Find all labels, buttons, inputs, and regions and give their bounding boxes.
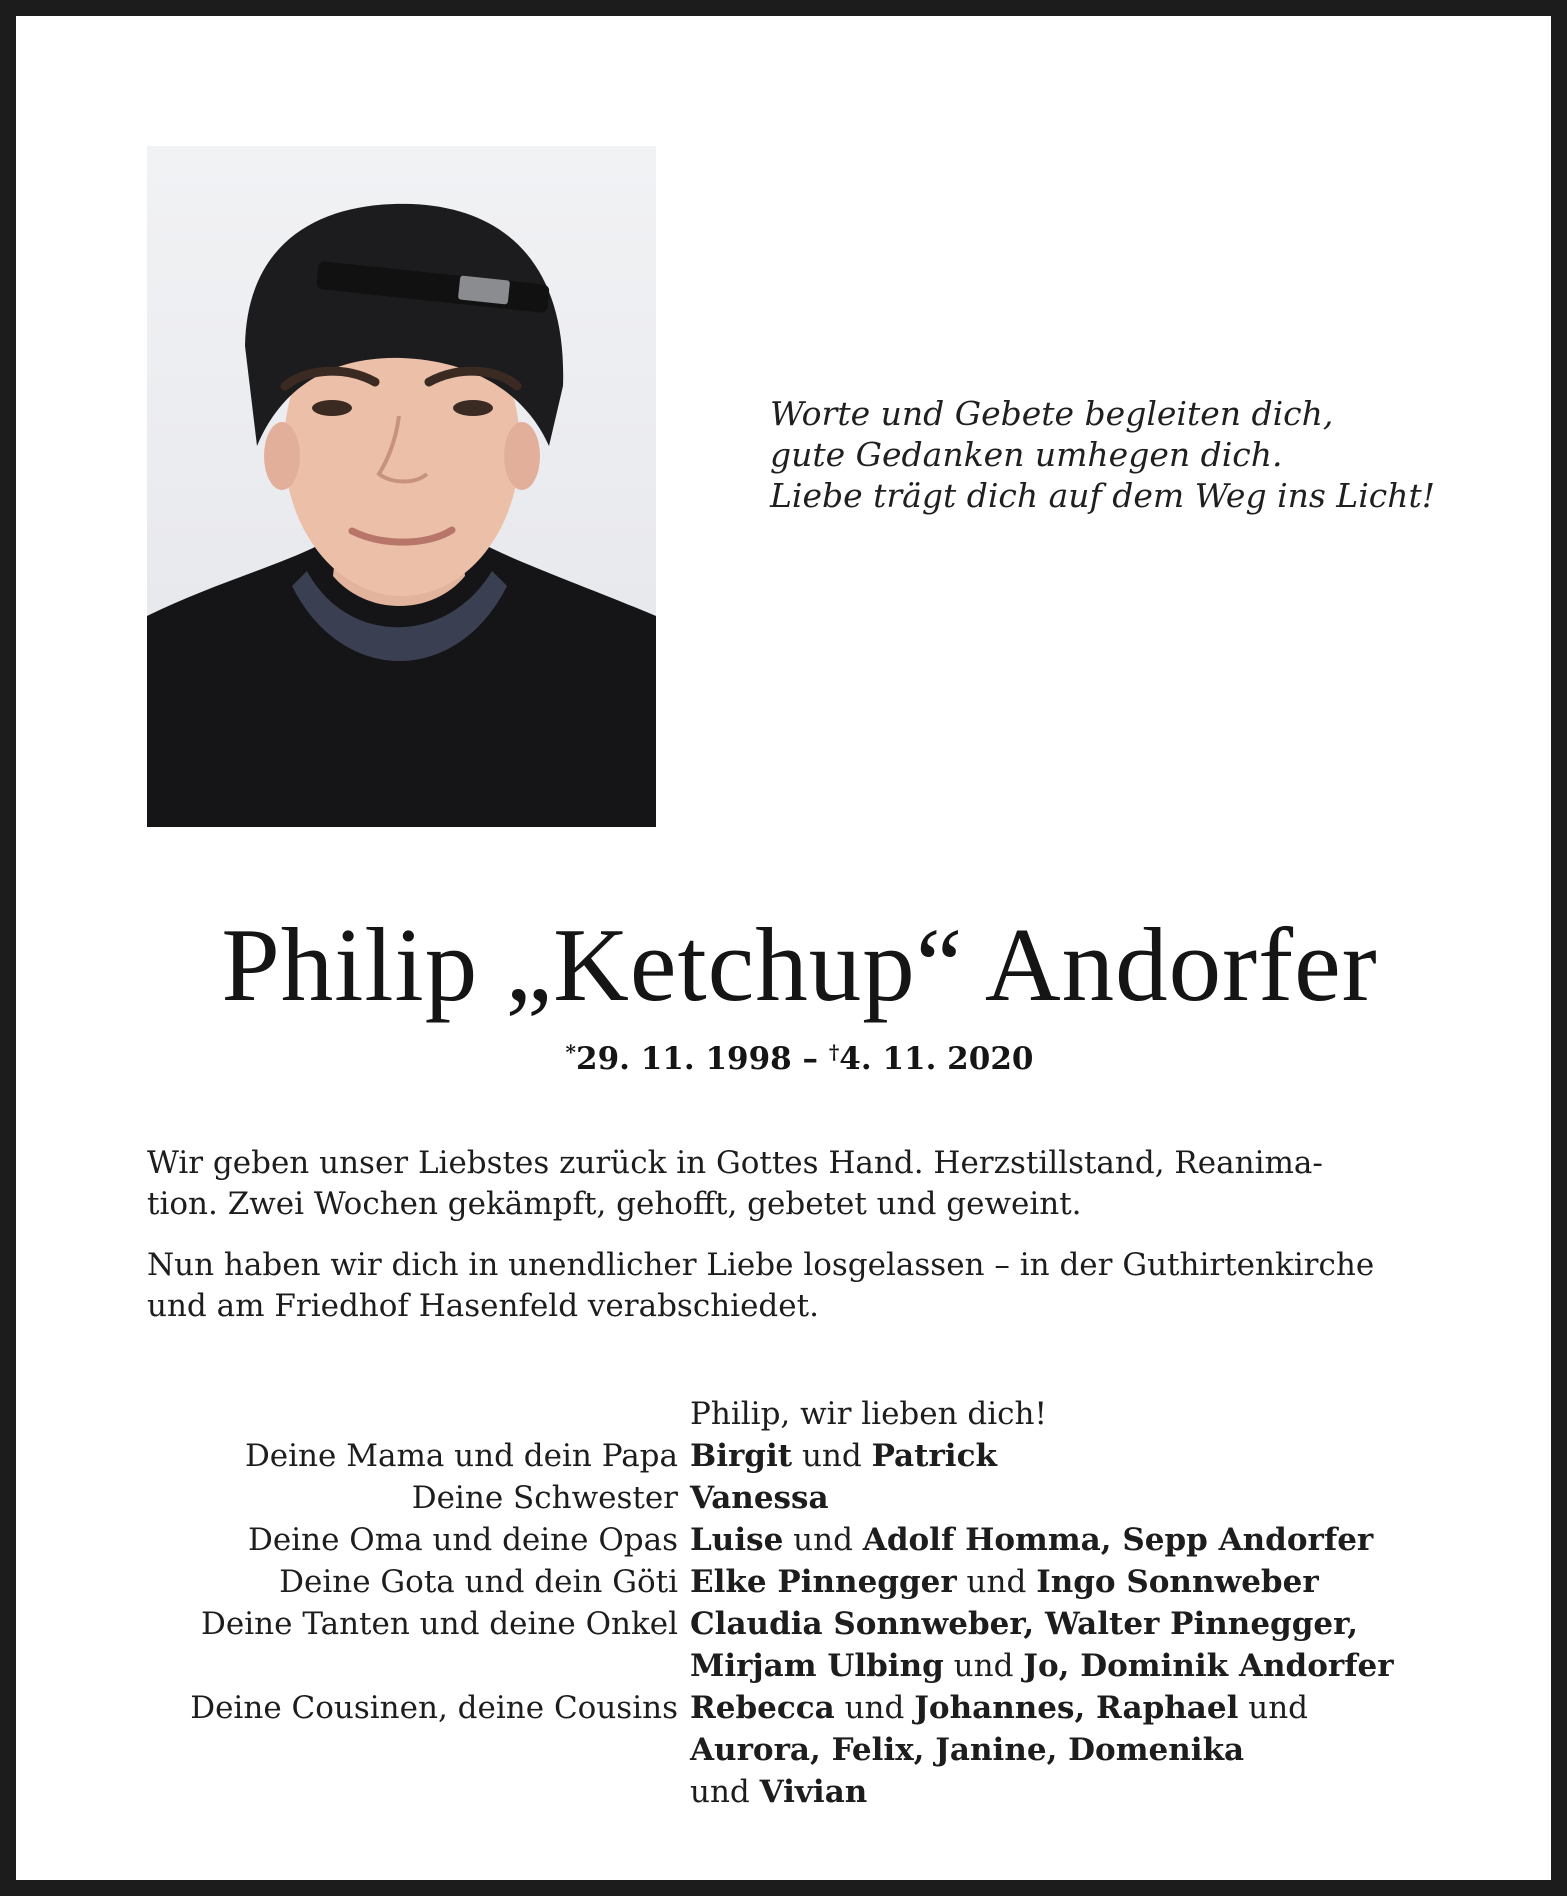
- verse-line: gute Gedanken umhegen dich.: [770, 435, 1283, 474]
- member-name: Ingo Sonnweber: [1036, 1564, 1319, 1600]
- member-name: Vanessa: [690, 1480, 829, 1516]
- family-row: [16, 1687, 1567, 1729]
- family-row: [16, 1435, 1567, 1477]
- family-members: [690, 1477, 829, 1519]
- member-name: Aurora, Felix, Janine, Domenika: [690, 1732, 1245, 1768]
- paragraph-line: Nun haben wir dich in unendlicher Liebe losgelassen – in der Guthirtenkirche: [147, 1247, 1375, 1283]
- family-relation: Deine Tanten und deine Onkel: [201, 1606, 678, 1642]
- family-intro: Philip, wir lieben dich!: [690, 1396, 1047, 1432]
- family-members: [690, 1561, 1319, 1603]
- family-relation: Deine Oma und deine Opas: [248, 1522, 678, 1558]
- family-row: [16, 1519, 1567, 1561]
- family-row: [16, 1729, 1567, 1771]
- family-members: [690, 1519, 1373, 1561]
- family-members: [690, 1645, 1394, 1687]
- family-list: [16, 1393, 1567, 1813]
- member-name: Patrick: [871, 1438, 997, 1474]
- member-name: Mirjam Ulbing: [690, 1648, 944, 1684]
- family-row: [16, 1603, 1567, 1645]
- connector-text: und: [943, 1648, 1024, 1684]
- family-members: [690, 1603, 1358, 1645]
- birth-symbol: *: [565, 1040, 576, 1064]
- member-name: Johannes, Raphael: [914, 1690, 1239, 1726]
- family-members: [690, 1687, 1308, 1729]
- connector-text: und: [690, 1774, 760, 1810]
- member-name: Vivian: [759, 1774, 868, 1810]
- family-rows: [16, 1435, 1567, 1813]
- verse-line: Liebe trägt dich auf dem Weg ins Licht!: [770, 476, 1436, 515]
- paragraph-line: und am Friedhof Hasenfeld verabschiedet.: [147, 1288, 819, 1324]
- family-intro-row: [16, 1393, 1567, 1435]
- family-relation: Deine Schwester: [411, 1480, 678, 1516]
- death-symbol: †: [828, 1040, 840, 1064]
- member-name: Elke Pinnegger: [690, 1564, 957, 1600]
- member-name: Jo, Dominik Andorfer: [1023, 1648, 1394, 1684]
- portrait-illustration: [147, 146, 656, 827]
- deceased-name: Philip „Ketchup“ Andorfer: [221, 906, 1378, 1023]
- member-name: Claudia Sonnweber, Walter Pinnegger,: [690, 1606, 1358, 1642]
- portrait-photo: [147, 146, 656, 827]
- life-dates: [16, 1032, 1567, 1079]
- family-relation: Deine Mama und dein Papa: [244, 1438, 678, 1474]
- connector-text: und: [783, 1522, 863, 1558]
- birth-date: 29. 11. 1998: [576, 1041, 792, 1077]
- verse-line: Worte und Gebete begleiten dich,: [770, 394, 1334, 433]
- date-separator: –: [791, 1041, 829, 1077]
- verse: [770, 393, 1510, 516]
- paragraph-line: tion. Zwei Wochen gekämpft, gehofft, gebetet und geweint.: [147, 1186, 1082, 1222]
- connector-text: und: [792, 1438, 872, 1474]
- family-members: [690, 1435, 997, 1477]
- member-name: Adolf Homma, Sepp Andorfer: [862, 1522, 1374, 1558]
- family-members: [690, 1729, 1244, 1771]
- family-row: [16, 1771, 1567, 1813]
- paragraph-line: Wir geben unser Liebstes zurück in Gottes Hand. Herzstillstand, Reanima-: [147, 1145, 1323, 1181]
- connector-text: und: [1238, 1690, 1309, 1726]
- member-name: Luise: [690, 1522, 784, 1558]
- connector-text: und: [956, 1564, 1037, 1600]
- family-row: [16, 1645, 1567, 1687]
- family-members: [690, 1771, 867, 1813]
- family-row: [16, 1477, 1567, 1519]
- family-row: [16, 1561, 1567, 1603]
- paragraph-ceremony: [147, 1245, 1467, 1327]
- family-relation: Deine Cousinen, deine Cousins: [190, 1690, 678, 1726]
- connector-text: und: [834, 1690, 915, 1726]
- member-name: Rebecca: [690, 1690, 835, 1726]
- death-date: 4. 11. 2020: [839, 1041, 1034, 1077]
- paragraph-farewell: [147, 1143, 1467, 1225]
- family-relation: Deine Gota und dein Göti: [279, 1564, 678, 1600]
- member-name: Birgit: [690, 1438, 793, 1474]
